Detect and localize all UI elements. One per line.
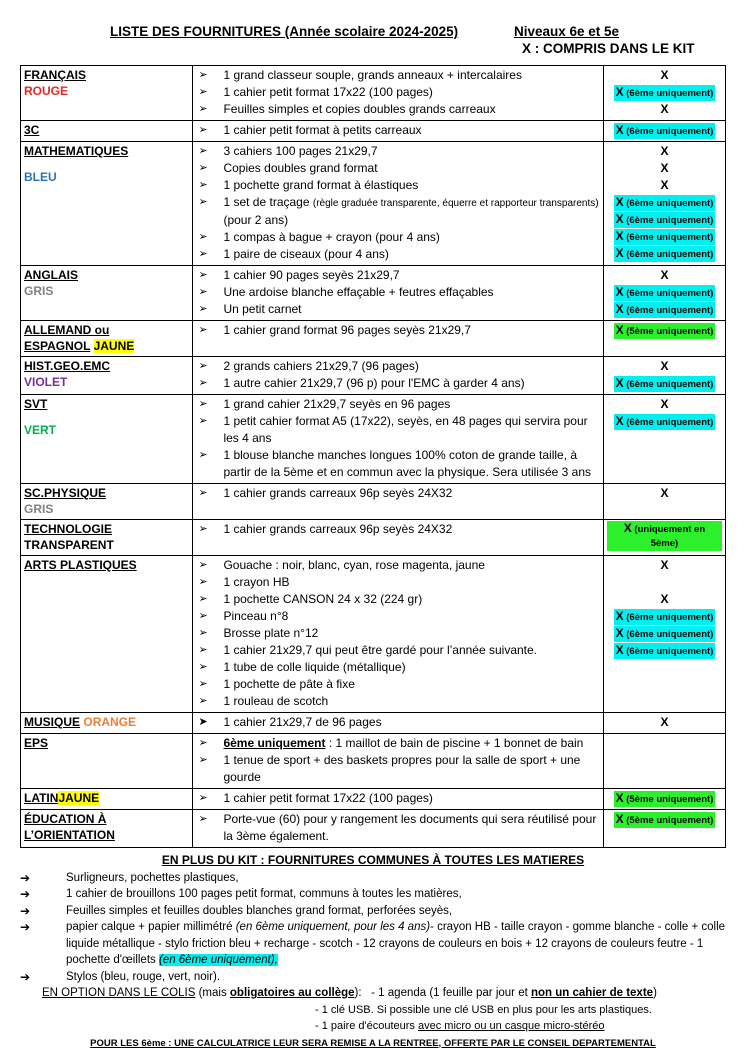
list-item: Stylos (bleu, rouge, vert, noir). — [66, 970, 221, 983]
kit-badge: X (6ème uniquement) — [615, 195, 714, 209]
table-row — [21, 142, 726, 266]
subject-color-label: GRIS — [24, 502, 54, 516]
subject-color-label: TRANSPARENT — [24, 538, 114, 552]
list-item: 1 cahier grands carreaux 96p seyès 24X32 — [223, 522, 453, 536]
kit-badge: X (6ème uniquement) — [615, 626, 714, 640]
section-title: EN PLUS DU KIT : FOURNITURES COMMUNES À TOUTES LES MATIERES — [161, 853, 585, 867]
arrow-icon: ➢ — [198, 559, 208, 571]
list-item: 1 cahier petit format 17x22 (100 pages) — [223, 791, 433, 805]
list-item: 1 rouleau de scotch — [223, 694, 329, 708]
arrow-icon: ➢ — [198, 576, 208, 588]
arrow-icon: ➤ — [198, 716, 208, 728]
arrow-icon: ➢ — [198, 593, 208, 605]
arrow-icon: ➢ — [198, 145, 208, 157]
arrow-icon: ➢ — [198, 695, 208, 707]
subject-cell — [21, 266, 193, 321]
page-title: LISTE DES FOURNITURES (Année scolaire 2024-2025) — [110, 24, 459, 39]
items-cell — [193, 66, 603, 121]
arrow-icon: ➔ — [20, 920, 31, 934]
kit-badge: X (6ème uniquement) — [615, 246, 714, 260]
subject-cell — [21, 810, 193, 848]
kit-mark: X — [660, 486, 669, 500]
table-row — [21, 810, 726, 848]
table-row — [21, 66, 726, 121]
subject-name: LATIN — [24, 791, 59, 805]
arrow-icon: ➔ — [20, 870, 31, 885]
subject-name: ÉDUCATION À — [24, 812, 107, 826]
list-item: papier calque + papier millimétré (en 6ème uniquement, pour les 4 ans)- crayon HB - taille crayon - gomme blanche - colle + colle liquide métallique - stylo friction bleu + recharge - scotch - 12 crayons de couleurs en bois + 12 crayons de couleurs feutre - 1 pochette d'œillets (en 6ème uniquement), — [66, 921, 726, 966]
subject-name: ARTS PLASTIQUES — [24, 558, 137, 572]
items-cell — [193, 556, 603, 713]
kit-mark: X — [660, 178, 669, 192]
subject-cell — [21, 321, 193, 357]
arrow-icon: ➢ — [198, 792, 208, 804]
table-row — [21, 357, 726, 395]
subject-color-label: BLEU — [24, 170, 57, 184]
arrow-icon: ➢ — [198, 69, 208, 81]
items-cell — [193, 810, 603, 848]
arrow-icon: ➢ — [198, 398, 208, 410]
kit-badge: X (6ème uniquement) — [615, 376, 714, 390]
arrow-icon: ➢ — [198, 415, 208, 427]
kit-badge: X (5ème uniquement) — [615, 812, 714, 826]
supplies-table — [20, 65, 726, 848]
arrow-icon: ➢ — [198, 661, 208, 673]
kit-badge: X (6ème uniquement) — [615, 302, 714, 316]
kit-cell — [603, 713, 725, 734]
list-item: Gouache : noir, blanc, cyan, rose magenta, jaune — [223, 558, 485, 572]
items-cell — [193, 789, 603, 810]
subject-cell — [21, 142, 193, 266]
kit-cell — [603, 266, 725, 321]
subject-name-2: L’ORIENTATION — [24, 828, 115, 842]
arrow-icon: ➢ — [198, 103, 208, 115]
table-row — [21, 484, 726, 520]
page-header — [0, 24, 745, 64]
common-supplies-section — [20, 852, 726, 1052]
subject-cell — [21, 789, 193, 810]
items-cell — [193, 395, 603, 484]
table-row — [21, 556, 726, 713]
subject-name: HIST.GEO.EMC — [24, 359, 111, 373]
list-item: Feuilles simples et copies doubles grands carreaux — [223, 102, 496, 116]
items-cell — [193, 734, 603, 789]
kit-cell — [603, 395, 725, 484]
arrow-icon: ➢ — [198, 162, 208, 174]
kit-badge: X (5ème uniquement) — [615, 791, 714, 805]
subject-cell — [21, 484, 193, 520]
arrow-icon: ➢ — [198, 377, 208, 389]
subject-color-label: JAUNE — [58, 791, 100, 805]
kit-mark: X — [660, 268, 669, 282]
items-cell — [193, 357, 603, 395]
kit-mark: X — [660, 592, 669, 606]
subject-color-label: ROUGE — [24, 84, 69, 98]
list-item: 1 pochette grand format à élastiques — [223, 178, 419, 192]
kit-mark: X — [660, 715, 669, 729]
list-item: 1 crayon HB — [223, 575, 290, 589]
subject-name: EPS — [24, 736, 49, 750]
kit-cell — [603, 789, 725, 810]
list-item: 1 grand classeur souple, grands anneaux + intercalaires — [223, 68, 522, 82]
arrow-icon: ➢ — [198, 324, 208, 336]
items-cell — [193, 142, 603, 266]
arrow-icon: ➢ — [198, 449, 208, 461]
kit-mark: X — [660, 359, 669, 373]
list-item: 1 cahier grand format 96 pages seyès 21x29,7 — [223, 323, 471, 337]
table-row — [21, 734, 726, 789]
kit-badge: X (5ème uniquement) — [615, 323, 714, 337]
list-item: 1 blouse blanche manches longues 100% coton de grande taille, à partir de la 5ème et en commun avec la physique. Sera utilisée 3 ans — [223, 448, 591, 479]
option-line: - 1 clé USB. Si possible une clé USB en plus pour les arts plastiques. — [315, 1003, 652, 1016]
subject-color-label: GRIS — [24, 284, 54, 298]
list-item: Un petit carnet — [223, 302, 302, 316]
subject-color-label: VIOLET — [24, 375, 68, 389]
arrow-icon: ➢ — [198, 360, 208, 372]
kit-mark: X — [660, 144, 669, 158]
kit-badge: X (6ème uniquement) — [615, 609, 714, 623]
list-item: 1 autre cahier 21x29,7 (96 p) pour l'EMC à garder 4 ans) — [223, 376, 525, 390]
arrow-icon: ➢ — [198, 248, 208, 260]
kit-cell — [603, 734, 725, 789]
kit-cell — [603, 321, 725, 357]
table-row — [21, 266, 726, 321]
kit-mark: X — [660, 161, 669, 175]
kit-mark: X — [660, 102, 669, 116]
subject-cell — [21, 713, 193, 734]
subject-name: ANGLAIS — [24, 268, 78, 282]
items-cell — [193, 121, 603, 142]
list-item: 3 cahiers 100 pages 21x29,7 — [223, 144, 378, 158]
option-line: - 1 paire d'écouteurs avec micro ou un casque micro-stéréo — [315, 1020, 605, 1032]
items-cell — [193, 266, 603, 321]
subject-color-label: ORANGE — [83, 715, 137, 729]
arrow-icon: ➢ — [198, 124, 208, 136]
items-cell — [193, 520, 603, 556]
kit-badge: X (uniquement en 5ème) — [607, 521, 722, 551]
subject-color-label: JAUNE — [93, 339, 135, 353]
arrow-icon: ➢ — [198, 86, 208, 98]
arrow-icon: ➢ — [198, 286, 208, 298]
kit-cell — [603, 810, 725, 848]
list-item: 1 cahier 21x29,7 de 96 pages — [223, 715, 382, 729]
kit-legend: X : COMPRIS DANS LE KIT — [522, 41, 695, 56]
subject-cell — [21, 734, 193, 789]
arrow-icon: ➢ — [198, 610, 208, 622]
arrow-icon: ➢ — [198, 813, 208, 825]
table-row — [21, 121, 726, 142]
kit-cell — [603, 520, 725, 556]
subject-name: SVT — [24, 397, 48, 411]
subject-cell — [21, 66, 193, 121]
list-item: 1 paire de ciseaux (pour 4 ans) — [223, 247, 389, 261]
kit-cell — [603, 357, 725, 395]
table-row — [21, 713, 726, 734]
kit-cell — [603, 121, 725, 142]
list-item: 1 compas à bague + crayon (pour 4 ans) — [223, 230, 440, 244]
items-cell — [193, 321, 603, 357]
subject-name: 3C — [24, 123, 40, 137]
subject-cell — [21, 121, 193, 142]
kit-badge: X (6ème uniquement) — [615, 285, 714, 299]
list-item: Pinceau n°8 — [223, 609, 289, 623]
list-item: Copies doubles grand format — [223, 161, 378, 175]
list-item: 1 cahier petit format à petits carreaux — [223, 123, 422, 137]
subject-cell — [21, 357, 193, 395]
subject-name: MATHEMATIQUES — [24, 144, 129, 158]
list-item: 6ème uniquement : 1 maillot de bain de piscine + 1 bonnet de bain — [223, 736, 584, 750]
levels-label: Niveaux 6e et 5e — [514, 24, 620, 39]
subject-color-label: VERT — [24, 423, 57, 437]
arrow-icon: ➢ — [198, 303, 208, 315]
arrow-icon: ➢ — [198, 523, 208, 535]
arrow-icon: ➢ — [198, 179, 208, 191]
list-item: Surligneurs, pochettes plastiques, — [66, 871, 239, 884]
kit-mark: X — [660, 397, 669, 411]
subject-cell — [21, 395, 193, 484]
kit-badge: X (6ème uniquement) — [615, 123, 714, 137]
subject-name: SC.PHYSIQUE — [24, 486, 107, 500]
list-item: 1 set de traçage (règle graduée transparente, équerre et rapporteur transparents) (pour 2 ans) — [223, 195, 599, 227]
list-item: 1 cahier grands carreaux 96p seyès 24X32 — [223, 486, 453, 500]
list-item: 1 pochette de pâte à fixe — [223, 677, 355, 691]
list-item: 1 petit cahier format A5 (17x22), seyès, en 48 pages qui servira pour les 4 ans — [223, 414, 588, 445]
subject-cell — [21, 556, 193, 713]
list-item: 1 tube de colle liquide (métallique) — [223, 660, 406, 674]
list-item: 1 grand cahier 21x29,7 seyès en 96 pages — [223, 397, 451, 411]
arrow-icon: ➢ — [198, 644, 208, 656]
kit-cell — [603, 66, 725, 121]
arrow-icon: ➢ — [198, 627, 208, 639]
kit-badge: X (6ème uniquement) — [615, 85, 714, 99]
kit-mark: X — [660, 68, 669, 82]
arrow-icon: ➔ — [20, 903, 31, 918]
kit-badge: X (6ème uniquement) — [615, 643, 714, 657]
arrow-icon: ➢ — [198, 754, 208, 766]
kit-badge: X (6ème uniquement) — [615, 414, 714, 428]
list-item: 1 cahier 90 pages seyès 21x29,7 — [223, 268, 400, 282]
table-row — [21, 789, 726, 810]
table-row — [21, 395, 726, 484]
option-line: EN OPTION DANS LE COLIS (mais obligatoires au collège): - 1 agenda (1 feuille par jour et non un cahier de texte) — [42, 987, 657, 999]
subject-name: FRANÇAIS — [24, 68, 86, 82]
subject-name: ALLEMAND ou — [24, 323, 110, 337]
kit-cell — [603, 556, 725, 713]
arrow-icon: ➢ — [198, 678, 208, 690]
list-item: 1 cahier de brouillons 100 pages petit format, communs à toutes les matières, — [66, 888, 462, 900]
list-item: Brosse plate n°12 — [223, 626, 319, 640]
list-item: 1 cahier petit format 17x22 (100 pages) — [223, 85, 433, 99]
arrow-icon: ➢ — [198, 231, 208, 243]
list-item: Une ardoise blanche effaçable + feutres effaçables — [223, 285, 494, 299]
list-item: 1 cahier 21x29,7 qui peut être gardé pour l’année suivante. — [223, 643, 538, 657]
arrow-icon: ➢ — [198, 196, 208, 208]
subject-cell — [21, 520, 193, 556]
kit-badge: X (6ème uniquement) — [615, 212, 714, 226]
arrow-icon: ➢ — [198, 269, 208, 281]
list-item: 2 grands cahiers 21x29,7 (96 pages) — [223, 359, 419, 373]
arrow-icon: ➔ — [20, 969, 31, 984]
items-cell — [193, 484, 603, 520]
subject-name-2: ESPAGNOL — [24, 339, 91, 353]
items-cell — [193, 713, 603, 734]
table-row — [21, 321, 726, 357]
subject-name: TECHNOLOGIE — [24, 522, 113, 536]
arrow-icon: ➔ — [20, 887, 31, 901]
list-item: Porte-vue (60) pour y rangement les documents qui sera réutilisé pour la 3ème également. — [223, 812, 597, 843]
arrow-icon: ➢ — [198, 487, 208, 499]
list-item: Feuilles simples et feuilles doubles blanches grand format, perforées seyès, — [66, 904, 453, 917]
table-row — [21, 520, 726, 556]
kit-badge: X (6ème uniquement) — [615, 229, 714, 243]
kit-cell — [603, 484, 725, 520]
kit-mark: X — [660, 558, 669, 572]
list-item: 1 pochette CANSON 24 x 32 (224 gr) — [223, 592, 423, 606]
list-item: 1 tenue de sport + des baskets propres pour la salle de sport + une gourde — [223, 753, 581, 784]
kit-cell — [603, 142, 725, 266]
arrow-icon: ➢ — [198, 737, 208, 749]
calculator-note: POUR LES 6ème : UNE CALCULATRICE LEUR SERA REMISE A LA RENTREE, OFFERTE PAR LE CONSEIL DEPARTEMENTAL — [90, 1037, 656, 1049]
subject-name: MUSIQUE — [24, 715, 81, 729]
